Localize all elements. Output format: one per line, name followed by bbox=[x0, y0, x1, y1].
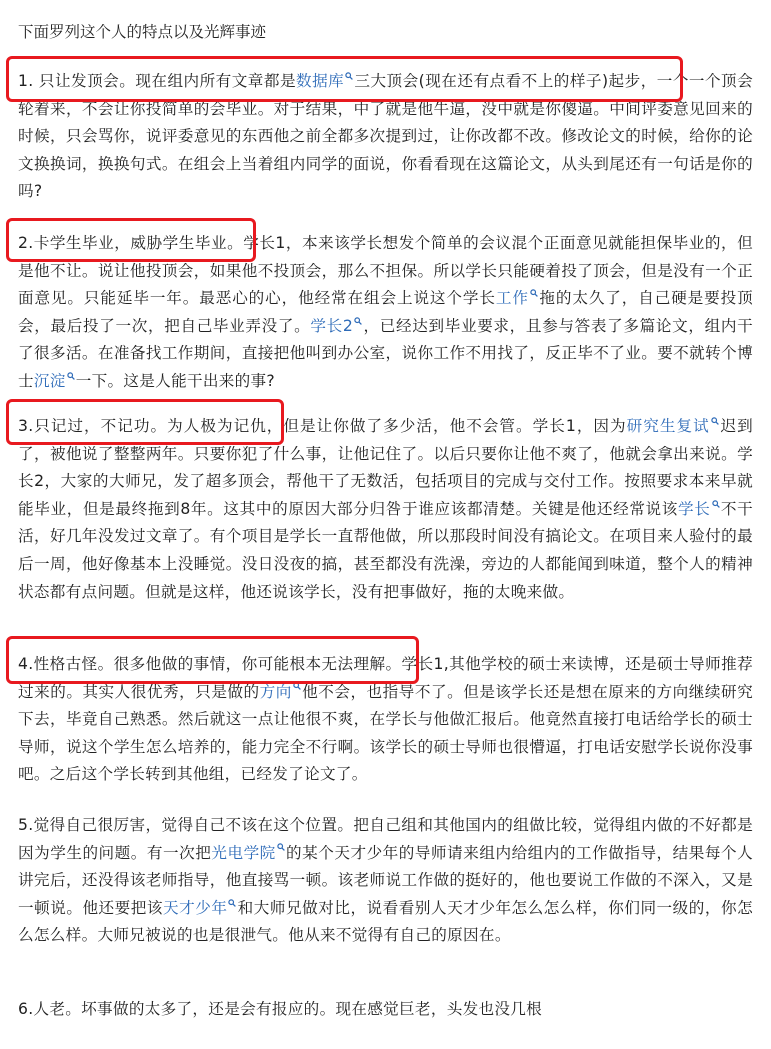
paragraph-4-text-b: 他不会，也指导不了。但是该学长还是想在原来的方向继续研究下去，毕竟自己熟悉。然后就这一点让他很不爽，在学长与他做汇报后。他竟然直接打电话给学长的硕士导师，说这个学生怎么培养的，能力完全不行啊。该学长的硕士导师也很懵逼，打电话安慰学长说你没事吧。之后这个学长转到其他组，已经发了论文了。 bbox=[18, 682, 753, 784]
keyword-link-label: 工作 bbox=[495, 289, 529, 308]
keyword-link-label: 沉淀 bbox=[33, 371, 66, 390]
keyword-link-senior-2[interactable] bbox=[310, 317, 363, 335]
search-icon bbox=[712, 500, 720, 508]
paragraph-6-text-a: 6.人老。坏事做的太多了，还是会有报应的。现在感觉巨老，头发也没几根 bbox=[18, 1000, 543, 1018]
keyword-link-genius-youth[interactable] bbox=[163, 899, 237, 917]
paragraph-2 bbox=[18, 230, 753, 396]
search-icon bbox=[228, 899, 236, 907]
paragraph-3-text-c: 不干活，好几年没发过文章了。有个项目是学长一直帮他做，所以那段时间没有搞论文。在项目来人验付的最后一周，他好像基本上没睡觉。没日没夜的搞，甚至都没有洗澡，旁边的人都能闻到味道，整个人的精神状态都有点问题。但就是这样，他还说该学长，没有把事做好，拖的太晚来做。 bbox=[18, 499, 753, 601]
search-icon bbox=[530, 289, 538, 297]
paragraph-3-text-b: 迟到了，被他说了整整两年。只要你犯了什么事，让他记住了。以后只要你让他不爽了，他就会拿出来说。学长2，大家的大师兄，发了超多顶会，帮他干了无数活，包括项目的完成与交付工作。按照要求本来早就能毕业，但是最终拖到8年。这其中的原因大部分归咎于谁应该都清楚。关键是他还经常说该 bbox=[18, 417, 753, 518]
keyword-link-label: 学长2 bbox=[310, 316, 354, 335]
paragraph-2-text-c: ，已经达到毕业要求，且参与答表了多篇论文，组内干了很多活。在准备找工作期间，直接把他叫到办公室，说你工作不用找了，反正毕不了业。要不就转个博士 bbox=[18, 316, 753, 390]
search-icon bbox=[293, 682, 301, 690]
search-icon bbox=[711, 417, 719, 425]
search-icon bbox=[67, 372, 75, 380]
keyword-link-label: 天才少年 bbox=[163, 898, 228, 917]
paragraph-4 bbox=[18, 651, 753, 789]
keyword-link-database[interactable] bbox=[296, 72, 354, 90]
keyword-link-work[interactable] bbox=[496, 289, 539, 307]
keyword-link-direction[interactable] bbox=[260, 683, 302, 701]
paragraph-5 bbox=[18, 812, 753, 950]
paragraph-4-text-a: 4.性格古怪。很多他做的事情，你可能根本无法理解。学长1,其他学校的硕士来读博，还是硕士导师推荐过来的。其实人很优秀，只是做的 bbox=[18, 655, 753, 701]
keyword-link-label: 学长 bbox=[678, 499, 711, 518]
paragraph-6 bbox=[18, 996, 753, 1024]
paragraph-5-text-b: 的某个天才少年的导师请来组内给组内的工作做指导，结果每个人讲完后，还没得该老师指导，他直接骂一顿。该老师说工作做的挺好的，他也要说工作做的不深入，又是一顿说。他还要把该 bbox=[18, 843, 754, 917]
keyword-link-label: 数据库 bbox=[296, 72, 345, 90]
paragraph-3 bbox=[18, 413, 753, 606]
keyword-link-label: 研究生复试 bbox=[626, 417, 710, 435]
paragraph-2-text-a: 2.卡学生毕业，威胁学生毕业。学长1，本来该学长想发个简单的会议混个正面意见就能担保毕业的，但是他不让。说让他投顶会，如果他不投顶会，那么不担保。所以学长只能硬着投了顶会，但是没有一个正面意见。只能延毕一年。最恶心的心，他经常在组会上说这个学长 bbox=[18, 234, 753, 308]
keyword-link-optoelectronics-school[interactable] bbox=[211, 844, 285, 862]
paragraph-1-text-a: 1. 只让发顶会。现在组内所有文章都是 bbox=[18, 72, 297, 90]
paragraph-2-text-b: 拖的太久了，自己硬是要投顶会，最后投了一次，把自己毕业弄没了。 bbox=[18, 289, 754, 335]
paragraph-1-text-b: 三大顶会(现在还有点看不上的样子)起步，一个一个顶会轮着来，不会让你投简单的会毕业。对于结果，中了就是他牛逼，没中就是你傻逼。中间评委意见回来的时候，只会骂你，说评委意见的东西他之前全都多次提到过，让你改都不改。修改论文的时候，给你的论文换换词，换换句式。在组会上当着组内同学的面说，你看看现在这篇论文，从头到尾还有一句话是你的吗? bbox=[18, 72, 754, 201]
keyword-link-grad-retest[interactable] bbox=[627, 417, 720, 435]
paragraph-2-text-d: 一下。这是人能干出来的事? bbox=[75, 371, 276, 390]
search-icon bbox=[354, 317, 362, 325]
paragraph-3-text-a: 3.只记过，不记功。为人极为记仇，但是让你做了多少活，他不会管。学长1，因为 bbox=[18, 417, 627, 435]
search-icon bbox=[345, 72, 353, 80]
paragraph-5-text-c: 和大师兄做对比，说看看别人天才少年怎么怎么样，你们同一级的，你怎么怎么样。大师兄被说的也是很泄气。他从来不觉得有自己的原因在。 bbox=[18, 898, 753, 945]
keyword-link-label: 光电学院 bbox=[211, 843, 276, 862]
paragraph-5-text-a: 5.觉得自己很厉害，觉得自己不该在这个位置。把自己组和其他国内的组做比较，觉得组内做的不好都是因为学生的问题。有一次把 bbox=[18, 816, 753, 862]
keyword-link-label: 方向 bbox=[259, 682, 292, 701]
keyword-link-senior[interactable] bbox=[678, 500, 720, 518]
keyword-link-settle[interactable] bbox=[34, 372, 76, 390]
search-icon bbox=[277, 843, 285, 851]
paragraph-1 bbox=[18, 68, 753, 206]
intro-line: 下面罗列这个人的特点以及光辉事迹 bbox=[18, 23, 267, 41]
